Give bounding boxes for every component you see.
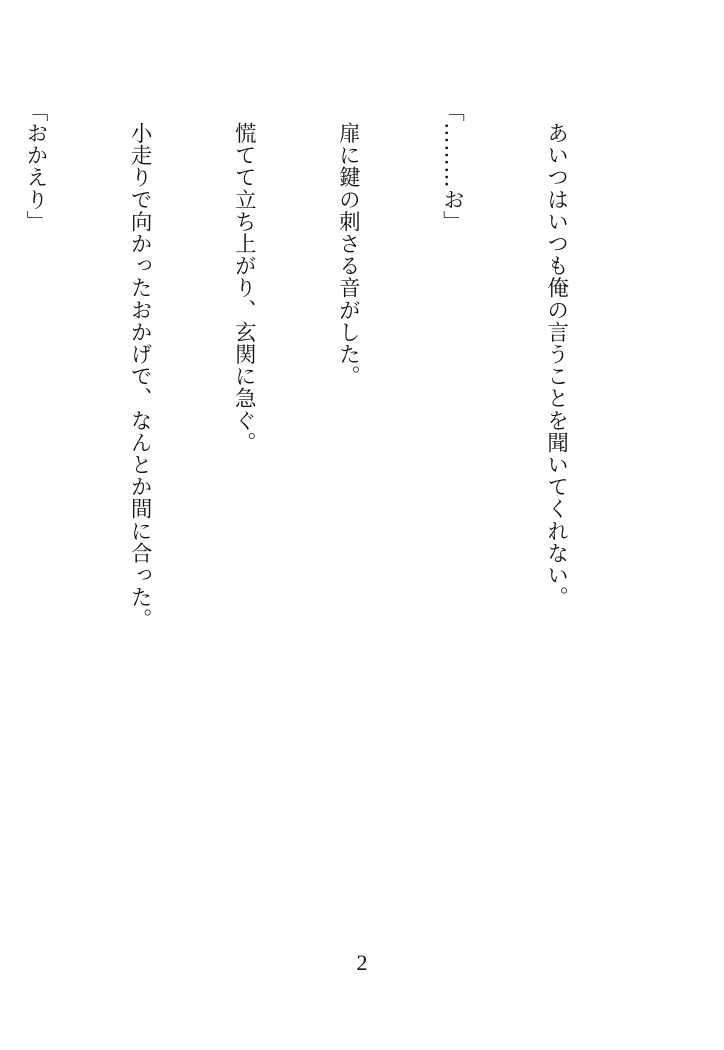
text-line: 「………お」 [439,100,465,233]
vertical-text-body [23,100,642,960]
text-line: 扉に鍵の刺さる音がした。 [335,100,361,388]
text-line: 「おかえり」 [23,100,49,233]
text-line: あいつはいつも俺の言うことを聞いてくれない。 [543,100,569,609]
page-number: 2 [356,950,368,975]
text-line: 小走りで向かったおかげで、なんとか間に合った。 [127,100,153,631]
text-line: 慌てて立ち上がり、玄関に急ぐ。 [231,100,257,454]
